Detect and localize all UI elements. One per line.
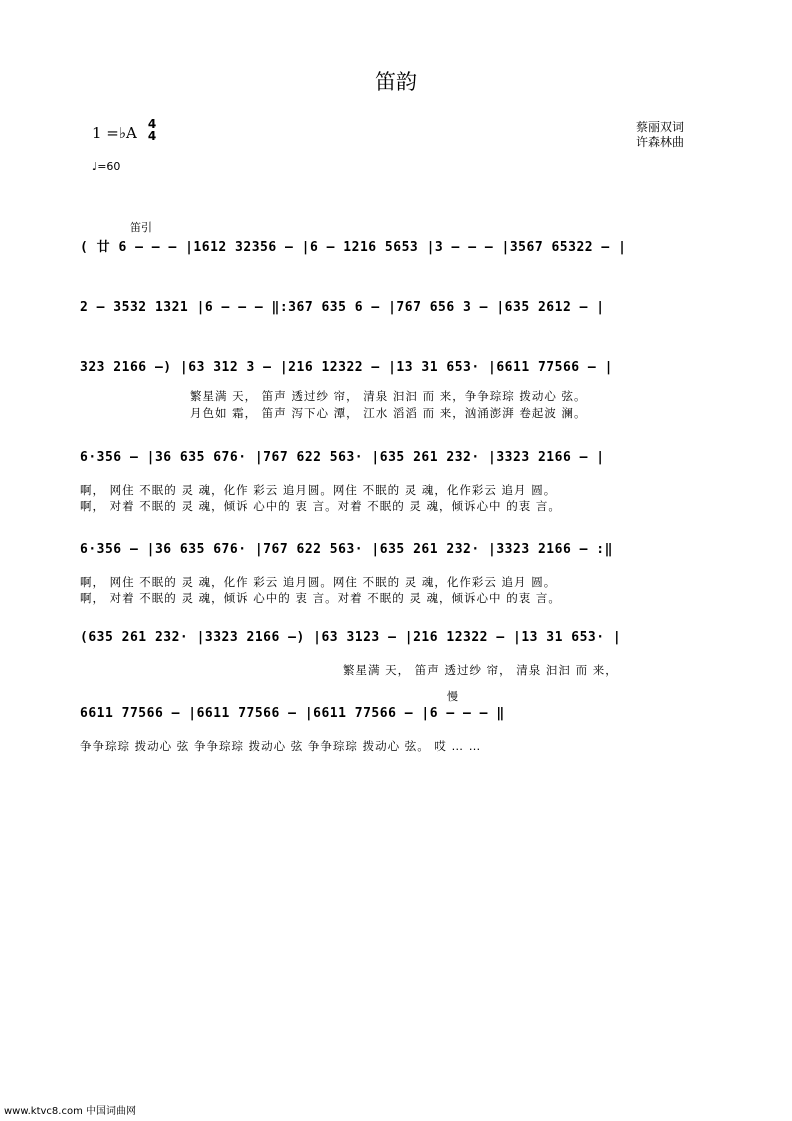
lyricist-credit: 蔡丽双词 — [636, 120, 685, 134]
lyrics-line-5-verse-2: 啊， 对着 不眠的 灵 魂，倾诉 心中的 衷 言。对着 不眠的 灵 魂，倾诉心中 的衷 言。 — [80, 591, 561, 605]
key-signature: 1 =♭A — [92, 124, 137, 142]
lyrics-line-3-verse-1: 繁星满 天， 笛声 透过纱 帘， 清泉 汩汩 而 来，争争琮琮 拨动心 弦。 — [190, 389, 587, 403]
lyrics-line-3-verse-2: 月色如 霜， 笛声 泻下心 潭， 江水 滔滔 而 来，汹涌澎湃 卷起波 澜。 — [190, 406, 587, 420]
score-line-3: 323 2166 –) |63 312 3 – |216 12322 – |13 31 653· |6611 77566 – | — [80, 360, 613, 375]
footer-watermark: www.ktvc8.com 中国词曲网 — [4, 1106, 137, 1117]
score-line-5: 6·356 – |36 635 676· |767 622 563· |635 261 232· |3323 2166 – :‖ — [80, 542, 613, 557]
tempo-marking: ♩=60 — [92, 160, 121, 173]
lyrics-line-4-verse-1: 啊， 网住 不眠的 灵 魂，化作 彩云 追月圆。网住 不眠的 灵 魂，化作彩云 追月 圆。 — [80, 483, 557, 497]
lyrics-line-4-verse-2: 啊， 对着 不眠的 灵 魂，倾诉 心中的 衷 言。对着 不眠的 灵 魂，倾诉心中 的衷 言。 — [80, 499, 561, 513]
slow-tempo-mark: 慢 — [447, 690, 458, 703]
lyrics-line-6-verse-1: 繁星满 天， 笛声 透过纱 帘， 清泉 汩汩 而 来， — [343, 663, 618, 677]
score-line-2: 2 – 3532 1321 |6 – – – ‖:367 635 6 – |767 656 3 – |635 2612 – | — [80, 300, 605, 315]
score-line-1: ( 廿 6 – – – |1612 32356 – |6 – 1216 5653 |3 – – – |3567 65322 – | — [80, 240, 627, 255]
composer-credit: 许森林曲 — [636, 135, 685, 149]
lyrics-line-5-verse-1: 啊， 网住 不眠的 灵 魂，化作 彩云 追月圆。网住 不眠的 灵 魂，化作彩云 追月 圆。 — [80, 575, 557, 589]
score-line-6: (635 261 232· |3323 2166 –) |63 3123 – |216 12322 – |13 31 653· | — [80, 630, 622, 645]
lyrics-line-7-verse-1: 争争琮琮 拨动心 弦 争争琮琮 拨动心 弦 争争琮琮 拨动心 弦。 哎 … … — [80, 739, 482, 753]
score-line-4: 6·356 – |36 635 676· |767 622 563· |635 261 232· |3323 2166 – | — [80, 450, 605, 465]
credits — [636, 120, 684, 150]
time-signature-bottom: 4 — [147, 129, 157, 143]
intro-label: 笛引 — [130, 221, 152, 234]
time-signature — [146, 118, 158, 142]
time-signature-top: 4 — [147, 117, 157, 131]
score-line-7: 6611 77566 – |6611 77566 – |6611 77566 – |6 – – – ‖ — [80, 706, 505, 721]
song-title: 笛韵 — [375, 70, 417, 94]
